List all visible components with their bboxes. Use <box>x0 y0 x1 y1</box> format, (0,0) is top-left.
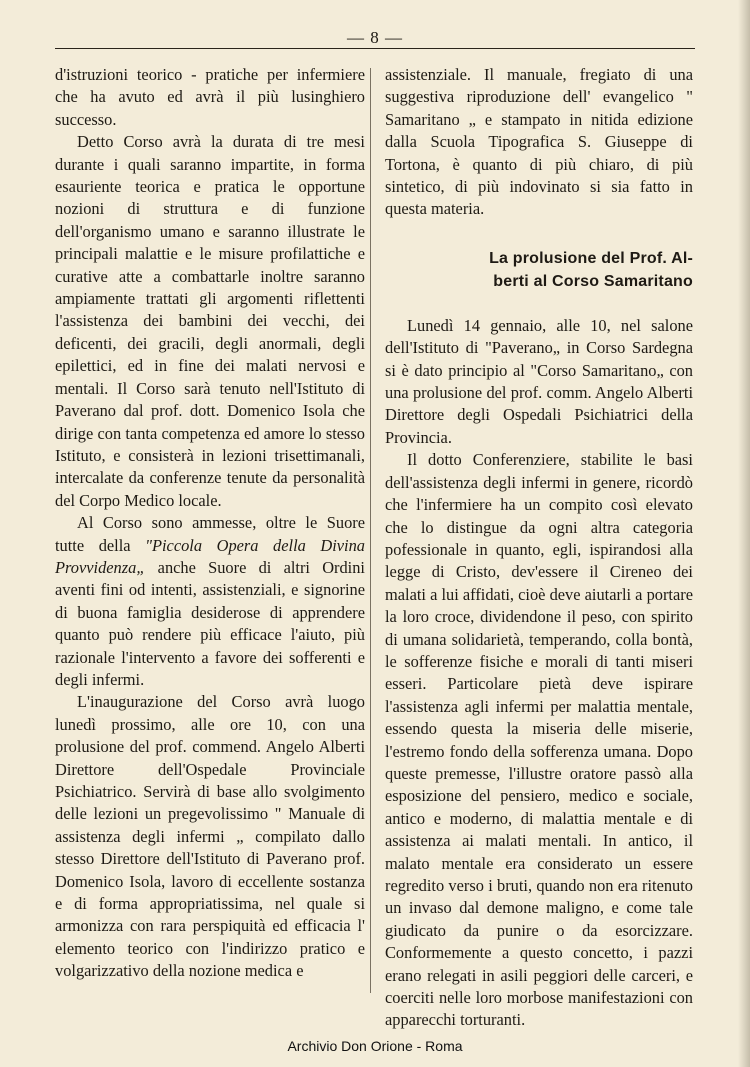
page-edge-shadow <box>738 0 750 1067</box>
paragraph-3-start: Al Corso sono ammesse, oltre le Suore tutte della <box>55 513 365 555</box>
column-divider <box>370 68 371 993</box>
left-paragraph-2: Detto Corso avrà la durata di tre mesi durante i quali saranno impartite, in forma esauriente teorica e pratica le opportune nozioni di struttura e di funzione dell'organismo umano e saranno illustrate le principali malattie e le misure profilattiche e curative atte a combattarle inoltre saranno ampiamente trattati gli argomenti riflettenti l'assistenza dei bambini dei vecchi, dei deficenti, dei gracili, degli anormali, degli epilettici, ed in fine dei malati nervosi e mentali. Il Corso sarà tenuto nell'Istituto di Paverano dal prof. dott. Domenico Isola che dirige con tanta competenza ed amore lo stesso Istituto, e consisterà in lezioni trisettimanali, intercalate da conferenze tenute da personalità del Corpo Medico locale. <box>55 132 365 510</box>
right-paragraph-1: assistenziale. Il manuale, fregiato di una suggestiva riproduzione dell' evangelico " Samaritano „ e stampato in nitida edizione dalla Scuola Tipografica S. Giuseppe di Tortona, è quanto di più chiaro, di più sintetico, di più indovinato si sia fatto in questa materia. <box>385 65 693 219</box>
left-paragraph-1: d'istruzioni teorico - pratiche per infermiere che ha avuto ed avrà il più lusinghiero successo. <box>55 65 365 129</box>
section-heading <box>385 247 693 293</box>
right-column <box>385 64 693 1032</box>
archive-footer: Archivio Don Orione - Roma <box>287 1038 463 1054</box>
congregation-name: "Piccola Opera della Divina Provvidenza„ <box>55 535 365 577</box>
paragraph-3-end: anche Suore di altri Ordini aventi fini od intenti, assistenziali, e signorine di buona famiglia desiderose di apprendere quanto può rendere più efficace l'aiuto, più razionale l'intervento a favore dei sofferenti e degli infermi. <box>55 557 365 689</box>
header-rule <box>55 48 695 49</box>
right-paragraph-3: Il dotto Conferenziere, stabilite le basi dell'assistenza degli infermi in genere, ricordò che l'infermiere ha un compito così elevato che lo distingue da ogni altra categoria pofessionale in quanto, egli, ispirandosi alla legge di Cristo, dev'essere il Cireneo dei malati a lui affidati, cioè deve aiutarli a portare la loro croce, dividendone il peso, con spirito di umana solidarietà, temperando, colla bontà, le sofferenze fisiche e morali di tanti miseri esseri. Particolare pietà deve ispirare l'assistenza agli infermi per malattia mentale, essendo questa la miseria delle miserie, l'estremo fondo della sofferenza umana. Dopo queste premesse, l'illustre oratore passò alla esposizione del pensiero, medico e sociale, antico e moderno, di malattia mentale e di assistenza ai malati mentali. In antico, il malato mentale era considerato un essere regredito verso i bruti, quando non era ritenuto un invaso dal demone maligno, e come tale giudicato da punire o da esorcizzare. Conformemente a questo concetto, i pazzi erano relegati in asili peggiori delle carceri, e coerciti nelle loro morbose manifestazioni con apparecchi torturanti. <box>385 450 693 1030</box>
right-paragraph-2: Lunedì 14 gennaio, alle 10, nel salone dell'Istituto di "Paverano„ in Corso Sardegna si è dato principio al "Corso Samaritano„ con una prolusione del prof. comm. Angelo Alberti Direttore degli Ospedali Psichiatrici della Provincia. <box>385 315 693 447</box>
left-paragraph-4: L'inaugurazione del Corso avrà luogo lunedì prossimo, alle ore 10, con una prolusione del prof. commend. Angelo Alberti Direttore dell'Ospedale Provinciale Psichiatrico. Servirà di base allo svolgimento delle lezioni un pregevolissimo " Manuale di assistenza degli infermi „ compilato dallo stesso Direttore dell'Istituto di Paverano prof. Domenico Isola, lavoro di eccellente sostanza e di forma appropriatissima, nel quale si armonizza con rara perspiquità ed efficacia l' elemento teorico con l'indirizzo pratico e volgarizzativo della nozione medica e <box>55 692 365 981</box>
page-number: — 8 — <box>347 28 403 47</box>
section-heading-line-1: La prolusione del Prof. Al- <box>489 249 693 267</box>
page-header <box>55 28 695 52</box>
left-column <box>55 64 365 983</box>
left-paragraph-3 <box>55 512 365 691</box>
section-heading-line-2: berti al Corso Samaritano <box>493 272 693 290</box>
